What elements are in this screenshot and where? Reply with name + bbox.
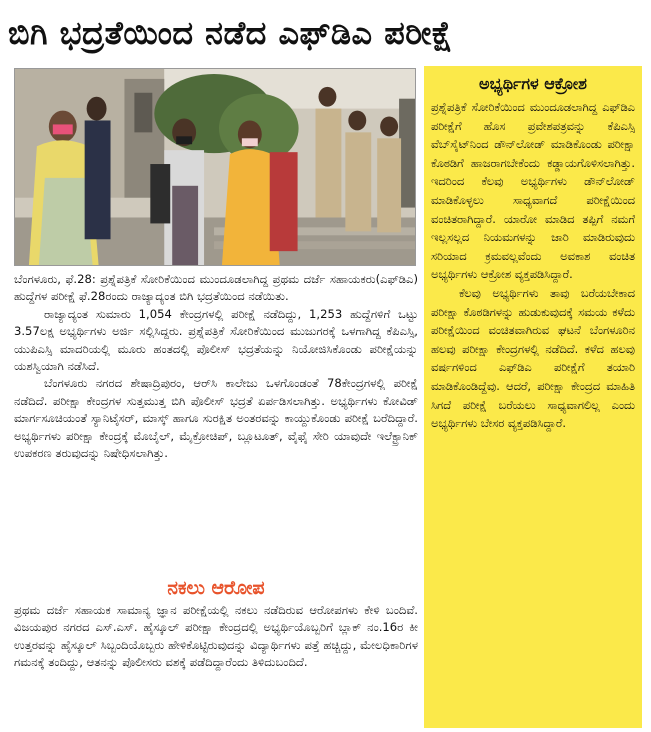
news-photo: [14, 68, 416, 266]
sidebar-title: ಅಭ್ಯರ್ಥಿಗಳ ಆಕ್ರೋಶ: [479, 74, 587, 93]
article-paragraph: ರಾಜ್ಯಾದ್ಯಂತ ಸುಮಾರು 1,054 ಕೇಂದ್ರಗಳಲ್ಲಿ ಪರೀಕ್ಷೆ ನಡೆದಿದ್ದು, 1,253 ಹುದ್ದೆಗಳಿಗೆ ಒಟ್ಟು 3.57ಲಕ್ಷ ಅಭ್ಯರ್ಥಿಗಳು ಅರ್ಜಿ ಸಲ್ಲಿಸಿದ್ದರು. ಪ್ರಶ್ನೆಪತ್ರಿಕೆ ಸೋರಿಕೆಯಿಂದ ಮುಜುಗರಕ್ಕೆ ಒಳಗಾಗಿದ್ದ ಕೆಪಿಎಸ್ಸಿ, ಯುಪಿಎಸ್ಸಿ ಮಾದರಿಯಲ್ಲಿ ಮೂರು ಹಂತದಲ್ಲಿ ಪೊಲೀಸ್ ಭದ್ರತೆಯನ್ನು ನಿಯೋಜಿಸಿಕೊಂಡು ಪರೀಕ್ಷೆಯನ್ನು ಯಶಸ್ವಿಯಾಗಿ ನಡೆಸಿದೆ.: [14, 306, 418, 374]
article-body-top: [14, 271, 418, 462]
article-paragraph: ಬೆಂಗಳೂರು ನಗರದ ಶೇಷಾದ್ರಿಪುರಂ, ಆರ್‌ಸಿ ಕಾಲೇಜು ಒಳಗೊಂಡಂತೆ 78ಕೇಂದ್ರಗಳಲ್ಲಿ ಪರೀಕ್ಷೆ ನಡೆದಿದೆ. ಪರೀಕ್ಷಾ ಕೇಂದ್ರಗಳ ಸುತ್ತಮುತ್ತ ಬಿಗಿ ಪೊಲೀಸ್ ಭದ್ರತೆ ಏರ್ಪಡಿಸಲಾಗಿತ್ತು. ಅಭ್ಯರ್ಥಿಗಳು ಕೋವಿಡ್ ಮಾರ್ಗಸೂಚಿಯಂತೆ ಸ್ಯಾನಿಟೈಸರ್, ಮಾಸ್ಕ್ ಹಾಗೂ ಸುರಕ್ಷಿತ ಅಂತರವನ್ನು ಕಾಯ್ದುಕೊಂಡು ಪರೀಕ್ಷೆ ಬರೆದಿದ್ದಾರೆ. ಅಭ್ಯರ್ಥಿಗಳು ಪರೀಕ್ಷಾ ಕೇಂದ್ರಕ್ಕೆ ಮೊಬೈಲ್, ಮೈಕ್ರೋಚಿಪ್, ಬ್ಲೂಟೂತ್, ವೈಫೈ ಸೇರಿ ಯಾವುದೇ ಇಲೆಕ್ಟ್ರಾನಿಕ್ ಉಪಕರಣ ತರುವುದನ್ನು ನಿಷೇಧಿಸಲಾಗಿತ್ತು.: [14, 376, 418, 461]
article-subheading: ನಕಲು ಆರೋಪ: [167, 577, 265, 599]
sidebar-body: [431, 98, 635, 433]
sidebar-paragraph: ಪ್ರಶ್ನೆಪತ್ರಿಕೆ ಸೋರಿಕೆಯಿಂದ ಮುಂದೂಡಲಾಗಿದ್ದ ಎಫ್‌ಡಿಎ ಪರೀಕ್ಷೆಗೆ ಹೊಸ ಪ್ರವೇಶಪತ್ರವನ್ನು ಕೆಪಿಎಸ್ಸಿ ವೆಬ್‌ಸೈಟ್‌ನಿಂದ ಡೌನ್‌ಲೋಡ್ ಮಾಡಿಕೊಂಡು ಪರೀಕ್ಷಾ ಕೊಠಡಿಗೆ ಹಾಜರಾಗಬೇಕೆಂದು ಕಡ್ಡಾಯಗೊಳಿಸಲಾಗಿತ್ತು. ಇದರಿಂದ ಕೆಲವು ಅಭ್ಯರ್ಥಿಗಳು ಡೌನ್‌ಲೋಡ್ ಮಾಡಿಕೊಳ್ಳಲು ಸಾಧ್ಯವಾಗದೆ ಪರೀಕ್ಷೆಯಿಂದ ವಂಚಿತರಾಗಿದ್ದಾರೆ. ಯಾರೋ ಮಾಡಿದ ತಪ್ಪಿಗೆ ನಮಗೆ ಇಲ್ಲಸಲ್ಲದ ನಿಯಮಗಳನ್ನು ಜಾರಿ ಮಾಡಿರುವುದು ಸರಿಯಾದ ಕ್ರಮವಲ್ಲವೆಂದು ಅವಕಾಶ ವಂಚಿತ ಅಭ್ಯರ್ಥಿಗಳು ಆಕ್ರೋಶ ವ್ಯಕ್ತಪಡಿಸಿದ್ದಾರೆ.: [431, 100, 635, 282]
article-paragraph: ಪ್ರಥಮ ದರ್ಜೆ ಸಹಾಯಕ ಸಾಮಾನ್ಯ ಜ್ಞಾನ ಪರೀಕ್ಷೆಯಲ್ಲಿ ನಕಲು ನಡೆದಿರುವ ಆರೋಪಗಳು ಕೇಳಿ ಬಂದಿವೆ. ವಿಜಯಪುರ ನಗರದ ಎಸ್.ಎಸ್. ಹೈಸ್ಕೂಲ್ ಪರೀಕ್ಷಾ ಕೇಂದ್ರದಲ್ಲಿ ಅಭ್ಯರ್ಥಿಯೊಬ್ಬರಿಗೆ ಬ್ಲಾಕ್ ನಂ.16ರ ಕೀ ಉತ್ತರವನ್ನು ಹೈಸ್ಕೂಲ್ ಸಿಬ್ಬಂದಿಯೊಬ್ಬರು ಹೇಳಿಕೊಟ್ಟಿರುವುದನ್ನು ವಿದ್ಯಾರ್ಥಿಗಳು ಪತ್ತೆ ಹಚ್ಚಿದ್ದು, ಮೇಲಧಿಕಾರಿಗಳ ಗಮನಕ್ಕೆ ತಂದಿದ್ದು, ಆತನನ್ನು ಪೊಲೀಸರು ವಶಕ್ಕೆ ಪಡೆದಿದ್ದಾರೆಂದು ತಿಳಿದುಬಂದಿದೆ.: [14, 603, 418, 670]
article-body-bottom: [14, 602, 418, 672]
sidebar-box: [424, 66, 642, 728]
photo-illustration: [15, 69, 415, 265]
article-paragraph: ಬೆಂಗಳೂರು, ಫೆ.28: ಪ್ರಶ್ನೆಪತ್ರಿಕೆ ಸೋರಿಕೆಯಿಂದ ಮುಂದೂಡಲಾಗಿದ್ದ ಪ್ರಥಮ ದರ್ಜೆ ಸಹಾಯಕರು(ಎಫ್‌ಡಿಎ) ಹುದ್ದೆಗಳ ಪರೀಕ್ಷೆ ಫೆ.28ರಂದು ರಾಜ್ಯಾದ್ಯಂತ ಬಿಗಿ ಭದ್ರತೆಯಿಂದ ನಡೆಯಿತು.: [14, 272, 418, 304]
sidebar-paragraph: ಕೆಲವು ಅಭ್ಯರ್ಥಿಗಳು ತಾವು ಬರೆಯಬೇಕಾದ ಪರೀಕ್ಷಾ ಕೊಠಡಿಗಳನ್ನು ಹುಡುಕುವುದಕ್ಕೆ ಸಮಯ ಕಳೆದು ಪರೀಕ್ಷೆಯಿಂದ ವಂಚಿತವಾಗಿರುವ ಘಟನೆ ಬೆಂಗಳೂರಿನ ಹಲವು ಪರೀಕ್ಷಾ ಕೇಂದ್ರಗಳಲ್ಲಿ ನಡೆದಿದೆ. ಕಳೆದ ಹಲವು ವರ್ಷಗಳಿಂದ ಎಫ್‌ಡಿಎ ಪರೀಕ್ಷೆಗೆ ತಯಾರಿ ಮಾಡಿಕೊಂಡಿದ್ದೆವು. ಆದರೆ, ಪರೀಕ್ಷಾ ಕೇಂದ್ರದ ಮಾಹಿತಿ ಸಿಗದೆ ಪರೀಕ್ಷೆ ಬರೆಯಲು ಸಾಧ್ಯವಾಗಲಿಲ್ಲ ಎಂದು ಅಭ್ಯರ್ಥಿಗಳು ಬೇಸರ ವ್ಯಕ್ತಪಡಿಸಿದ್ದಾರೆ.: [431, 285, 635, 431]
headline: ಬಿಗಿ ಭದ್ರತೆಯಿಂದ ನಡೆದ ಎಫ್‌ಡಿಎ ಪರೀಕ್ಷೆ: [8, 14, 453, 52]
